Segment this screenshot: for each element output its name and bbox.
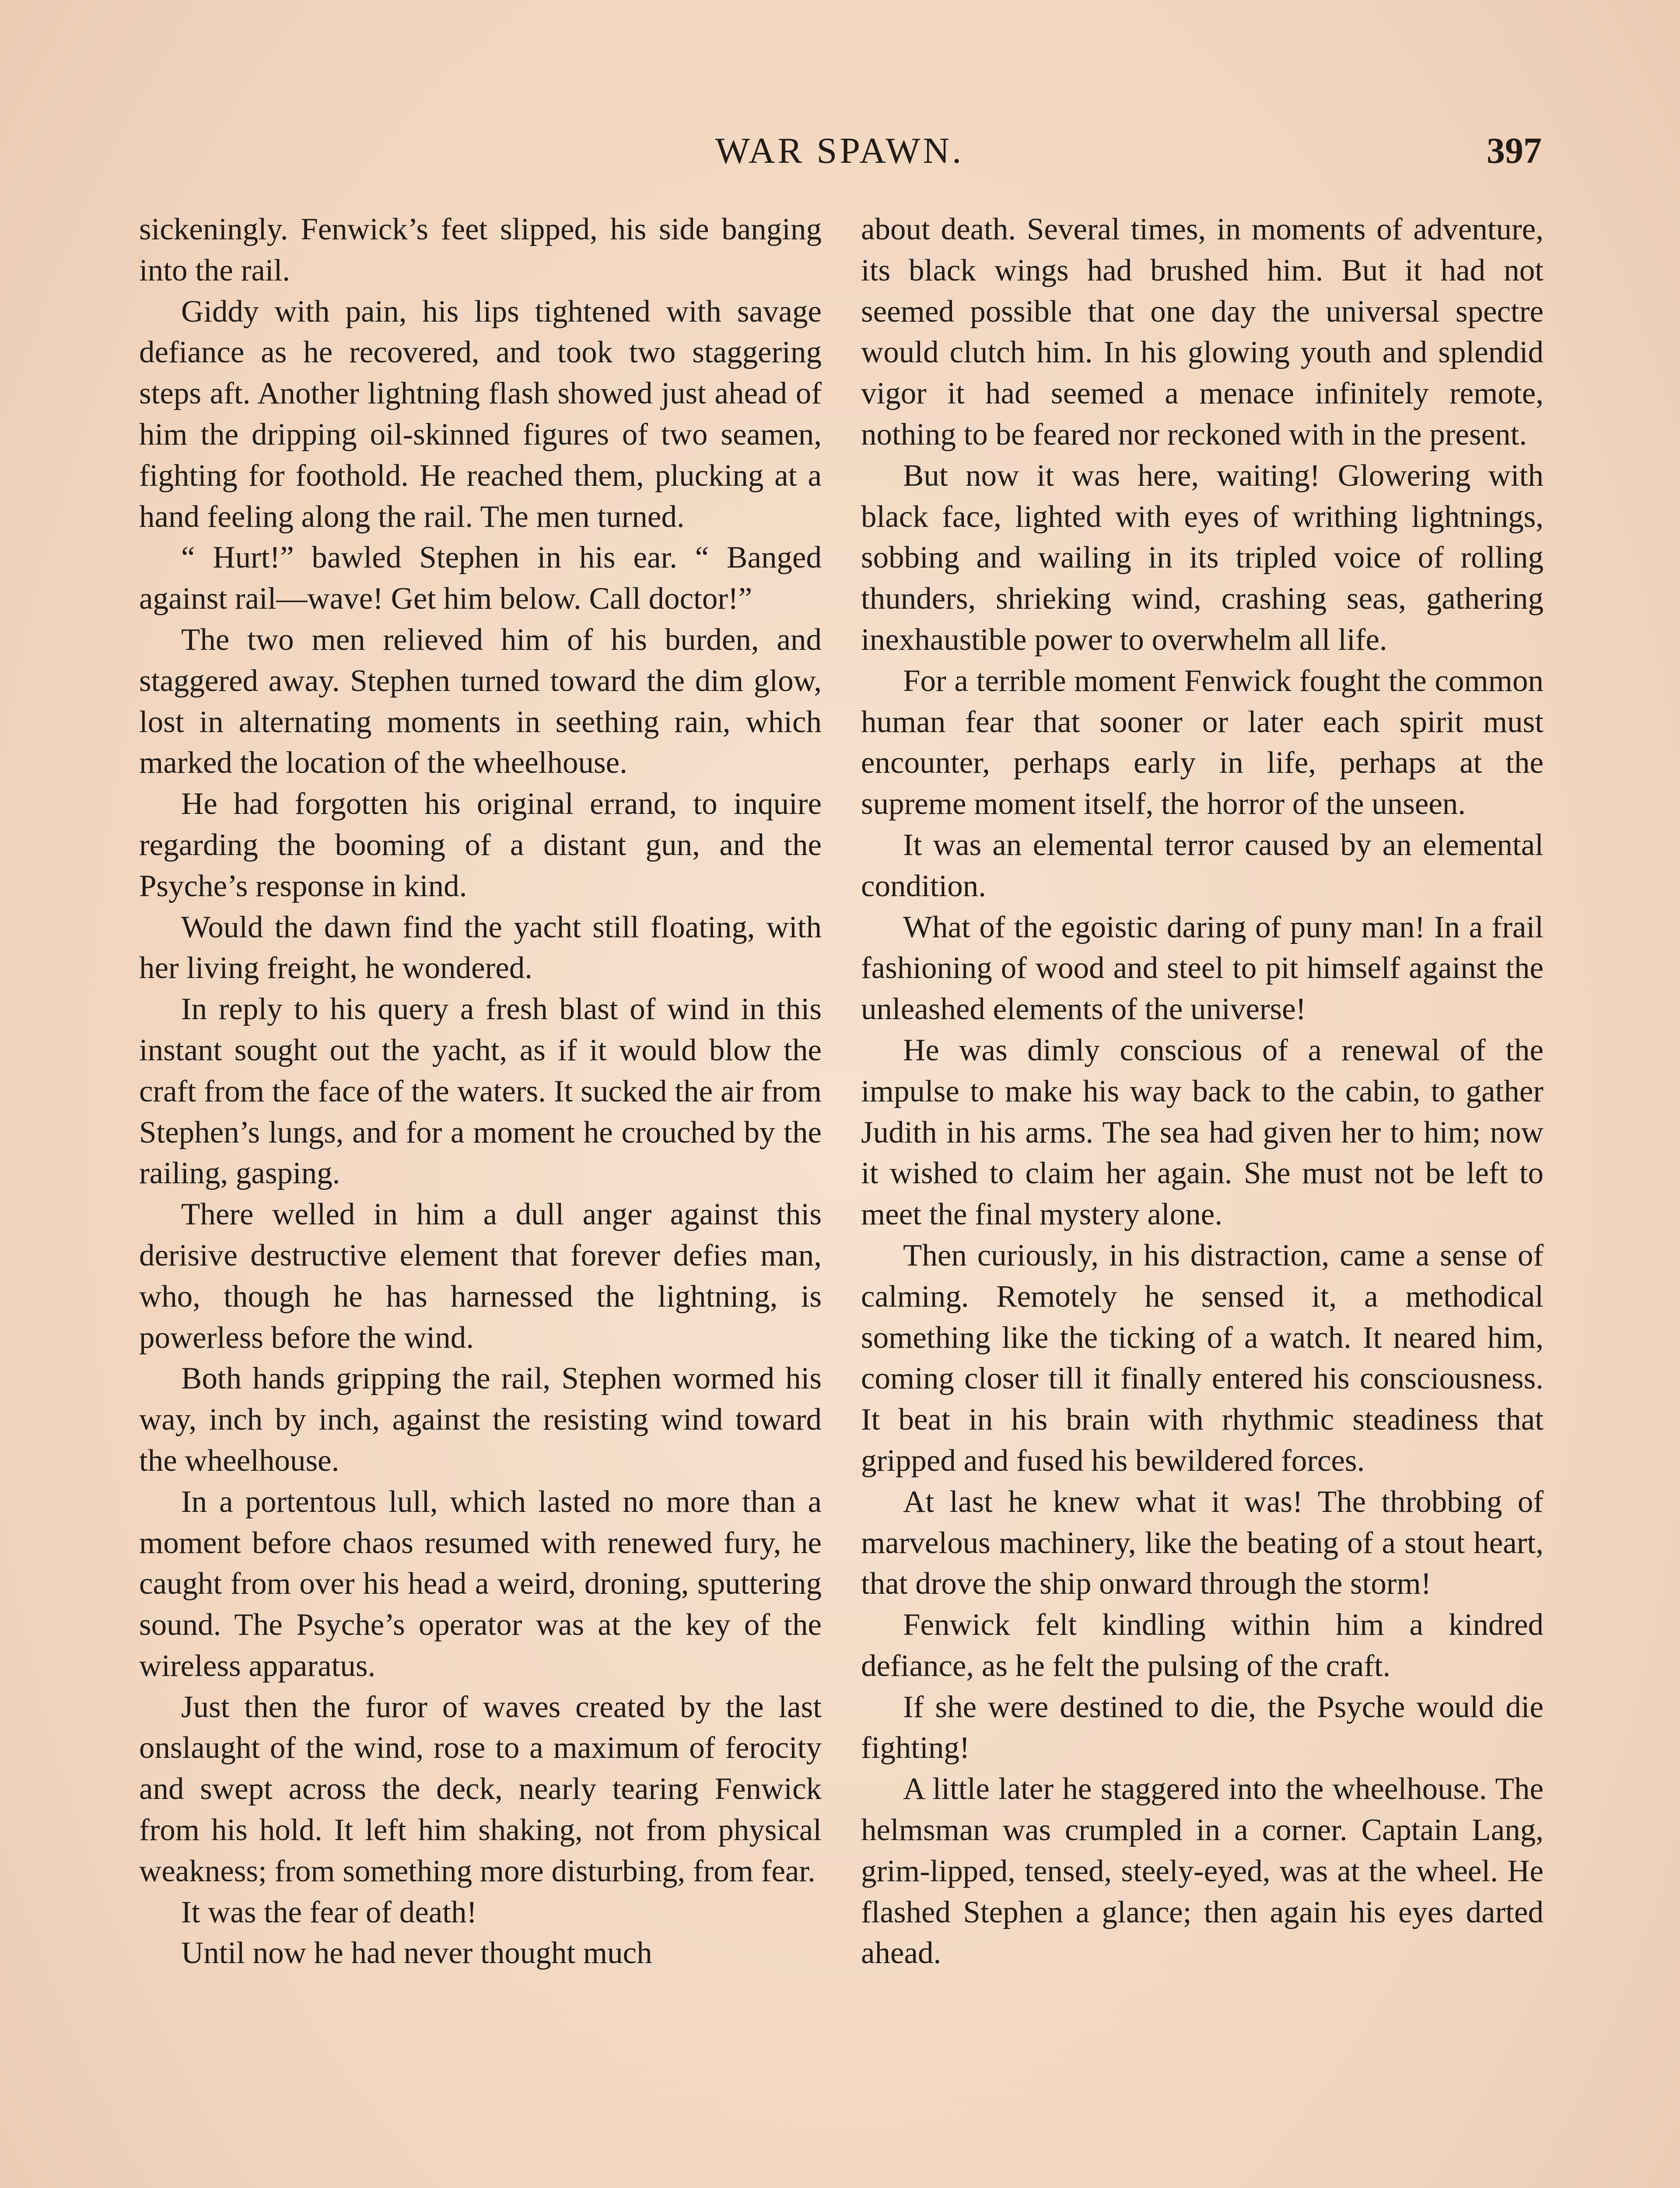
paragraph: It was an elemental terror caused by an elemental condition. bbox=[861, 828, 1544, 903]
paragraph: He was dimly conscious of a renewal of the impulse to make his way back to the cabin, to gather Judith in his arms. The sea had given her to him; now it wished to claim her again. She must not be left to meet the final mystery alone. bbox=[861, 1033, 1544, 1232]
paragraph: If she were destined to die, the Psyche would die fighting! bbox=[861, 1690, 1544, 1765]
paragraph: The two men relieved him of his burden, and staggered away. Stephen turned toward the dim glow, lost in alternating moments in seething rain, which marked the location of the wheelhouse. bbox=[139, 622, 822, 780]
paragraph: “ Hurt!” bawled Stephen in his ear. “ Banged against rail—wave! Get him below. Call doctor!” bbox=[139, 540, 822, 616]
paragraph: He had forgotten his original errand, to inquire regarding the booming of a distant gun, and the Psyche’s response in kind. bbox=[139, 787, 822, 903]
paragraph: What of the egoistic daring of puny man! In a frail fashioning of wood and steel to pit himself against the unleashed elements of the universe! bbox=[861, 910, 1544, 1027]
paragraph: Just then the furor of waves created by the last onslaught of the wind, rose to a maximum of ferocity and swept across the deck, nearly tearing Fenwick from his hold. It left him shaking, not from physical weakness; from something more disturbing, from fear. bbox=[139, 1690, 822, 1888]
paragraph: Fenwick felt kindling within him a kindred defiance, as he felt the pulsing of the craft. bbox=[861, 1608, 1544, 1683]
paragraph: At last he knew what it was! The throbbing of marvelous machinery, like the beating of a stout heart, that drove the ship onward through the storm! bbox=[861, 1484, 1544, 1601]
paragraph: There welled in him a dull anger against this derisive destructive element that forever defies man, who, though he has harnessed the lightning, is powerless before the wind. bbox=[139, 1197, 822, 1355]
running-title: WAR SPAWN. bbox=[715, 130, 964, 171]
paragraph: A little later he staggered into the wheelhouse. The helmsman was crumpled in a corner. Captain Lang, grim-lipped, tensed, steely-eyed, was at the wheel. He flashed Stephen a glance; then again his eyes darted ahead. bbox=[861, 1772, 1544, 1971]
paragraph: Until now he had never thought much bbox=[181, 1936, 652, 1971]
paragraph: Would the dawn find the yacht still floating, with her living freight, he wondered. bbox=[139, 910, 822, 985]
paragraph: For a terrible moment Fenwick fought the common human fear that sooner or later each spirit must encounter, perhaps early in life, perhaps at the supreme moment itself, the horror of the unseen. bbox=[861, 663, 1544, 821]
running-header bbox=[137, 127, 1542, 175]
paragraph: It was the fear of death! bbox=[181, 1895, 477, 1929]
paragraph: But now it was here, waiting! Glowering with black face, lighted with eyes of writhing lightnings, sobbing and wailing in its tripled voice of rolling thunders, shrieking wind, crashing seas, gathering inexhaustible power to overwhelm all life. bbox=[861, 458, 1544, 657]
paragraph: about death. Several times, in moments of adventure, its black wings had brushed him. But it had not seemed possible that one day the universal spectre would clutch him. In his glowing youth and splendid vigor it had seemed a menace infinitely remote, nothing to be feared nor reckoned with in the present. bbox=[861, 212, 1544, 452]
paragraph: In a portentous lull, which lasted no more than a moment before chaos resumed with renewed fury, he caught from over his head a weird, droning, sputtering sound. The Psyche’s operator was at the key of the wireless apparatus. bbox=[139, 1484, 822, 1683]
paragraph: In reply to his query a fresh blast of wind in this instant sought out the yacht, as if it would blow the craft from the face of the waters. It sucked the air from Stephen’s lungs, and for a moment he crouched by the railing, gasping. bbox=[139, 992, 822, 1191]
right-column bbox=[861, 209, 1544, 1974]
paragraph: Giddy with pain, his lips tightened with savage defiance as he recovered, and took two staggering steps aft. Another lightning flash showed just ahead of him the dripping oil-skinned figures of two seamen, fighting for foothold. He reached them, plucking at a hand feeling along the rail. The men turned. bbox=[139, 294, 822, 534]
left-column bbox=[139, 209, 822, 1974]
paragraph: sickeningly. Fenwick’s feet slipped, his side banging into the rail. bbox=[139, 212, 822, 288]
paragraph: Then curiously, in his distraction, came a sense of calming. Remotely he sensed it, a methodical something like the ticking of a watch. It neared him, coming closer till it finally entered his consciousness. It beat in his brain with rhythmic steadiness that gripped and fused his bewildered forces. bbox=[861, 1238, 1544, 1478]
page-number: 397 bbox=[1487, 130, 1542, 171]
paragraph: Both hands gripping the rail, Stephen wormed his way, inch by inch, against the resisting wind toward the wheelhouse. bbox=[139, 1361, 822, 1478]
